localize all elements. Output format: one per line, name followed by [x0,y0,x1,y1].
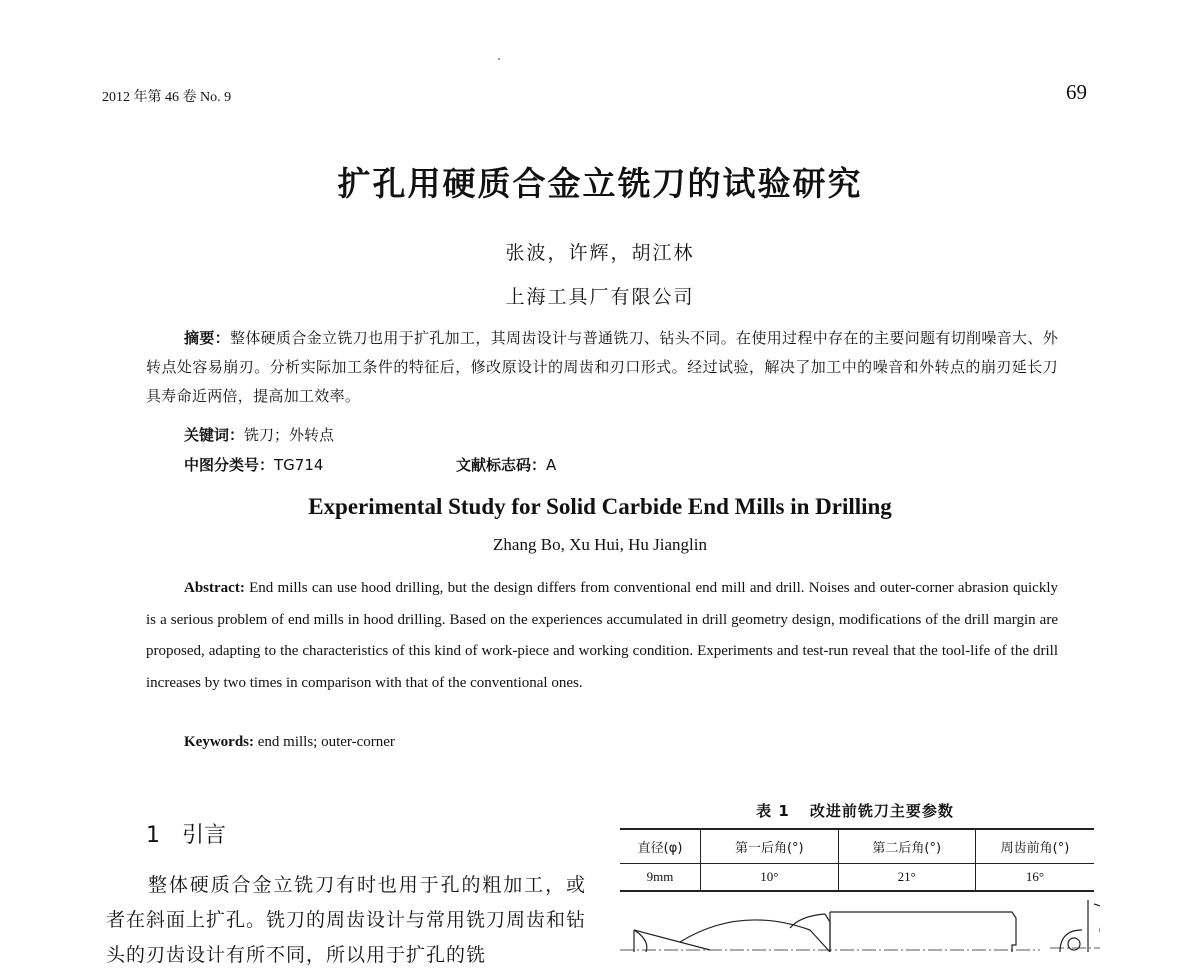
table-header-row [620,829,1094,864]
abstract-en-text: End mills can use hood drilling, but the design differs from conventional end mill and drill. Noises and outer-corner abrasion quickly is a serious problem of end mills in hood drilling. Based on the experiences accumulated in drill geometry design, modifications of the drill margin are proposed, adapting to the characteristics of this kind of work-piece and working condition. Experiments and test-run reveal that the tool-life of the drill increases by two times in comparison with that of the conventional ones. [146,580,1058,691]
abstract-cn-label: 摘要： [184,329,231,347]
doc-code-value: A [546,456,557,474]
table-header-cell: 周齿前角(°) [975,829,1094,864]
classification-label: 中图分类号： [184,456,275,474]
section-title: 引言 [182,823,227,848]
paper-title-cn: 扩孔用硬质合金立铣刀的试验研究 [337,164,863,203]
abstract-en-label: Abstract: [184,580,245,596]
abstract-cn [146,324,1058,411]
table-number: 表 1 [756,802,790,820]
table-caption [610,800,1100,821]
authors-cn: 张波，许辉，胡江林 [505,242,695,264]
journal-issue: 2012 年第 46 卷 No. 9 [102,90,232,105]
section-number: 1 [146,823,160,848]
keywords-cn-label: 关键词： [184,426,245,444]
document-code [456,454,556,475]
table-cell: 21° [838,864,975,892]
keywords-cn [184,424,334,445]
table-row [620,864,1094,892]
doc-code-label: 文献标志码： [456,456,547,474]
section-heading-introduction [146,818,226,849]
introduction-body: 整体硬质合金立铣刀有时也用于孔的粗加工，或者在斜面上扩孔。铣刀的周齿设计与常用铣刀周齿和钻头的刃齿设计有所不同，所以用于扩孔的铣 [106,874,587,966]
keywords-en-text: end mills; outer-corner [257,734,395,750]
table-header-cell: 第一后角(°) [701,829,838,864]
paper-title-en: Experimental Study for Solid Carbide End Mills in Drilling [308,494,892,519]
keywords-en [184,734,395,751]
table-title: 改进前铣刀主要参数 [809,802,954,820]
table-cell: 10° [701,864,838,892]
end-mill-drawing-icon [620,900,1100,952]
classification-number [184,454,323,475]
affiliation-cn: 上海工具厂有限公司 [505,286,695,308]
table-cell: 16° [975,864,1094,892]
table-header-cell: 第二后角(°) [838,829,975,864]
classification-value: TG714 [274,456,324,474]
table-header-cell: 直径(φ) [637,841,683,856]
keywords-en-label: Keywords: [184,734,254,750]
abstract-en [146,573,1058,699]
table-cell: 9mm [646,869,674,884]
scan-speck [498,58,500,60]
parameters-table [620,828,1094,892]
page-number: 69 [1066,80,1087,104]
authors-en: Zhang Bo, Xu Hui, Hu Jianglin [493,535,707,554]
abstract-cn-text: 整体硬质合金立铣刀也用于扩孔加工，其周齿设计与普通铣刀、钻头不同。在使用过程中存在的主要问题有切削噪音大、外转点处容易崩刃。分析实际加工条件的特征后，修改原设计的周齿和刃口形式。经过试验，解决了加工中的噪音和外转点的崩刃延长刀具寿命近两倍，提高加工效率。 [146,329,1058,405]
keywords-cn-text: 铣刀；外转点 [244,426,335,444]
